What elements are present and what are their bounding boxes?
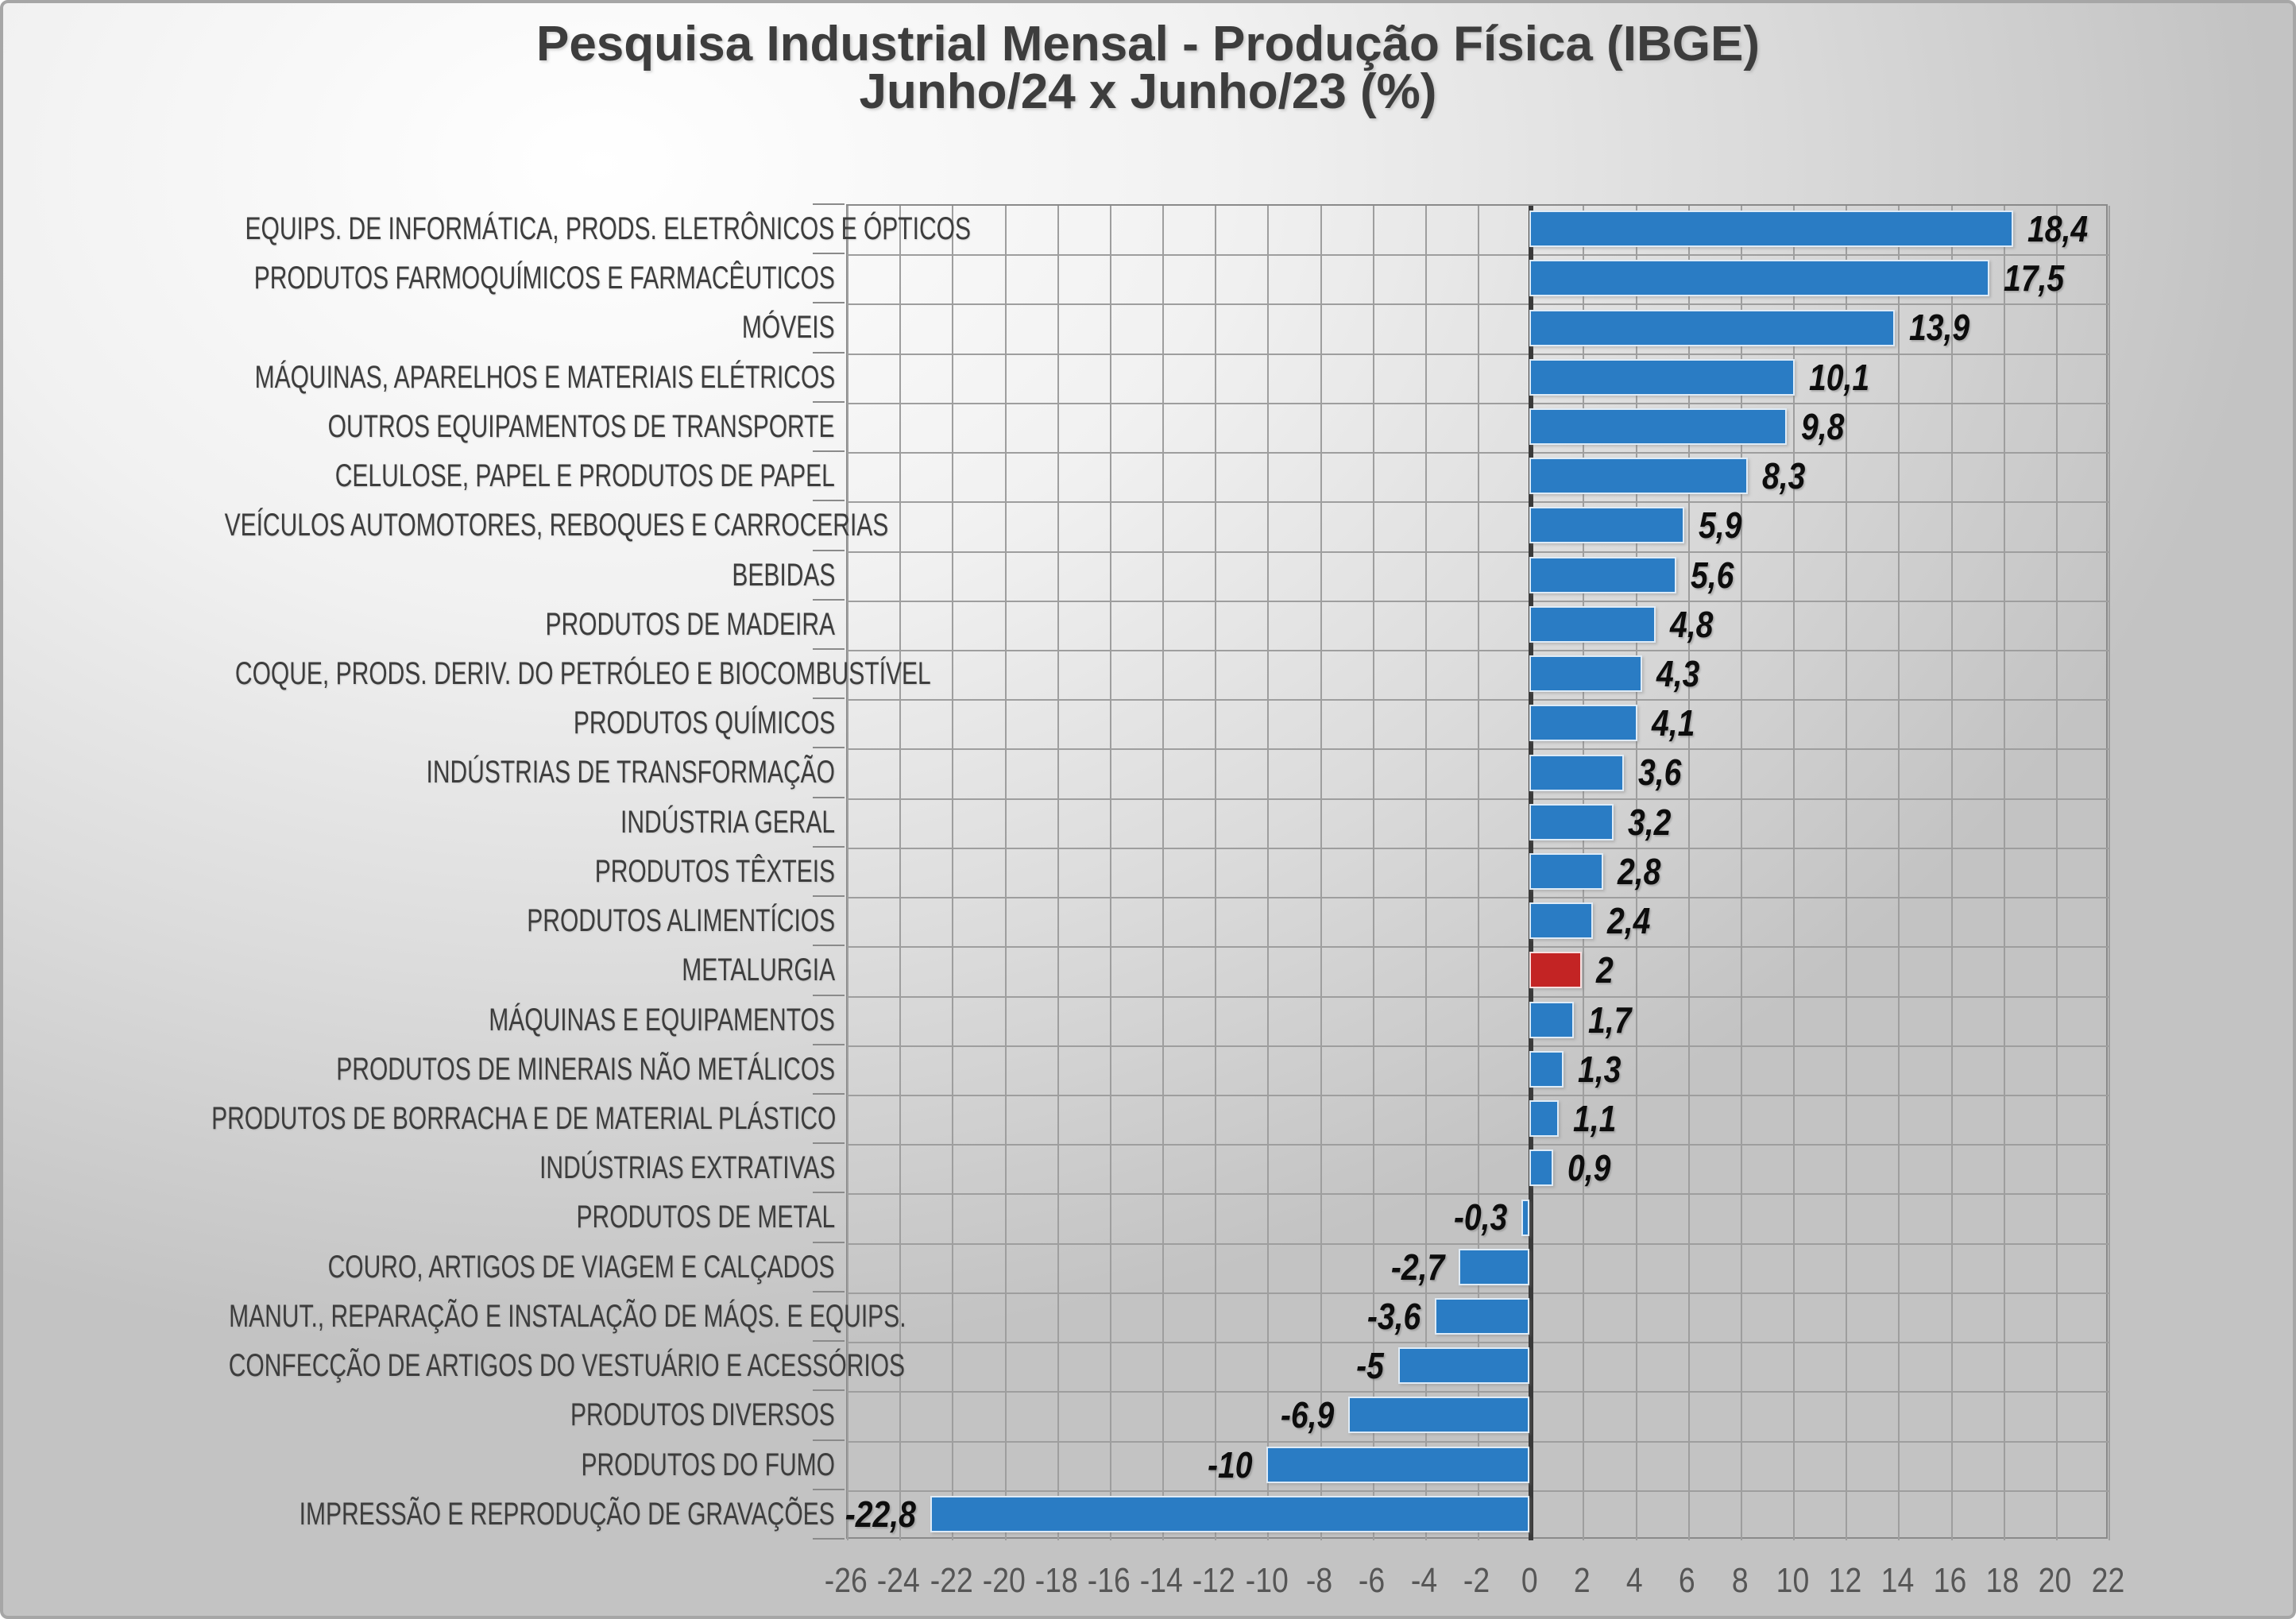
bar-value-text: -6,9 (1280, 1394, 1334, 1436)
bar-negative (1398, 1347, 1529, 1384)
category-label-text: PRODUTOS DE METAL (576, 1200, 835, 1235)
category-label (3, 847, 835, 896)
x-tick-text: -10 (1245, 1561, 1289, 1600)
category-label-text: PRODUTOS QUÍMICOS (573, 705, 835, 741)
x-tick-text: 2 (1573, 1561, 1591, 1600)
bar-positive (1529, 853, 1603, 890)
x-tick-text: 12 (1828, 1561, 1861, 1600)
bar-value-text: -5 (1355, 1345, 1384, 1387)
category-label (3, 204, 971, 253)
chart-title-line2: Junho/24 x Junho/23 (%) (859, 64, 1437, 119)
bar-value-label (1578, 1045, 1832, 1094)
bar-value-label (1607, 896, 1861, 945)
bar-value-text: -3,6 (1366, 1295, 1421, 1337)
x-tick-text: -22 (930, 1561, 973, 1600)
category-label-text: PRODUTOS FARMOQUÍMICOS E FARMACÊUTICOS (253, 261, 835, 296)
chart-title-line1: Pesquisa Industrial Mensal - Produção Física (IBGE) (535, 17, 1761, 71)
category-label (3, 1242, 835, 1292)
x-tick-text: 20 (2039, 1561, 2072, 1600)
bar-positive (1529, 557, 1676, 593)
category-label (3, 551, 835, 600)
bar-value-label (1588, 995, 1842, 1045)
bar-value-label (1652, 698, 1906, 748)
category-label-text: INDÚSTRIAS EXTRATIVAS (539, 1150, 835, 1186)
category-label-text: EQUIPS. DE INFORMÁTICA, PRODS. ELETRÔNICOS E ÓPTICOS (245, 211, 971, 246)
category-label-text: COURO, ARTIGOS DE VIAGEM E CALÇADOS (328, 1249, 835, 1285)
bar-value-text: 18,4 (2027, 208, 2088, 249)
gridline-horizontal (848, 1292, 2109, 1294)
bar-positive (1529, 952, 1582, 988)
bar-positive (1529, 1002, 1574, 1038)
bar-value-label (1656, 649, 1911, 698)
bar-value-text: -10 (1207, 1443, 1253, 1486)
gridline-horizontal (848, 848, 2109, 849)
bar-value-label (1573, 1094, 1827, 1143)
bar-value-label (1809, 353, 2063, 402)
bar-positive (1529, 408, 1787, 445)
bar-value-text: 4,3 (1656, 653, 1700, 694)
category-label-text: PRODUTOS TÊXTEIS (594, 853, 835, 889)
bar-value-label (1699, 500, 1953, 550)
gridline-horizontal (848, 699, 2109, 701)
gridline-vertical (1425, 206, 1427, 1540)
bar-value-text: 9,8 (1801, 405, 1845, 447)
category-label (3, 402, 835, 451)
x-tick-text: 4 (1626, 1561, 1643, 1600)
category-label (3, 600, 835, 649)
category-label-text: COQUE, PRODS. DERIV. DO PETRÓLEO E BIOCOMBUSTÍVEL (234, 656, 931, 691)
gridline-horizontal (848, 1144, 2109, 1146)
bar-value-text: 2,4 (1606, 900, 1650, 942)
gridline-horizontal (848, 996, 2109, 998)
bar-positive (1529, 902, 1592, 939)
gridline-vertical (1005, 206, 1007, 1540)
bar-value-label (1130, 1341, 1384, 1390)
category-label-text: PRODUTOS DIVERSOS (570, 1397, 835, 1433)
bar-value-text: 5,9 (1699, 504, 1742, 547)
bar-positive (1529, 755, 1624, 791)
x-tick-text: -2 (1463, 1561, 1490, 1600)
gridline-horizontal (848, 1342, 2109, 1343)
category-label-text: CELULOSE, PAPEL E PRODUTOS DE PAPEL (334, 458, 835, 494)
category-label-text: MÓVEIS (742, 310, 835, 346)
x-tick-text: 22 (2091, 1561, 2124, 1600)
category-label-text: PRODUTOS ALIMENTÍCIOS (527, 903, 835, 939)
bar-value-label (1166, 1292, 1421, 1341)
bar-value-text: 2,8 (1617, 850, 1661, 892)
bar-value-label (1638, 748, 1892, 797)
chart-title (3, 17, 2293, 119)
bar-value-label (1596, 945, 1850, 995)
gridline-horizontal (848, 254, 2109, 256)
bar-value-text: 3,6 (1638, 752, 1682, 794)
gridline-vertical (952, 206, 953, 1540)
gridline-horizontal (848, 1490, 2109, 1492)
x-tick-text: 0 (1521, 1561, 1538, 1600)
bar-positive (1529, 507, 1684, 543)
bar-negative (1459, 1249, 1529, 1285)
category-label (3, 253, 835, 303)
category-label-text: MÁQUINAS, APARELHOS E MATERIAIS ELÉTRICOS (254, 359, 835, 395)
category-label-text: BEBIDAS (731, 557, 835, 593)
category-label-text: OUTROS EQUIPAMENTOS DE TRANSPORTE (328, 408, 835, 444)
category-label (3, 1045, 835, 1094)
bar-value-text: 1,3 (1578, 1048, 1622, 1090)
bar-value-label (2027, 204, 2282, 253)
x-tick-label (2044, 1561, 2171, 1601)
category-label (3, 649, 931, 698)
x-tick-text: 10 (1776, 1561, 1809, 1600)
bar-positive (1529, 804, 1614, 840)
bar-value-label (1762, 451, 2016, 500)
bar-value-label (2004, 253, 2258, 303)
bar-value-text: 4,1 (1651, 702, 1695, 744)
category-label-text: INDÚSTRIA GERAL (620, 804, 835, 840)
bar-value-text: 5,6 (1691, 554, 1734, 596)
bar-negative (1266, 1447, 1529, 1483)
bar-value-text: 13,9 (1909, 307, 1970, 349)
category-label-text: IMPRESSÃO E REPRODUÇÃO DE GRAVAÇÕES (299, 1496, 835, 1532)
bar-positive (1529, 359, 1795, 396)
bar-value-text: 1,7 (1588, 999, 1632, 1041)
category-label-text: MANUT., REPARAÇÃO E INSTALAÇÃO DE MÁQS. E EQUIPS. (229, 1298, 906, 1334)
bar-value-label (1190, 1242, 1444, 1292)
bar-negative (1348, 1397, 1529, 1433)
category-label-text: PRODUTOS DE MADEIRA (545, 606, 835, 642)
gridline-horizontal (848, 897, 2109, 898)
gridline-vertical (1478, 206, 1479, 1540)
bar-value-label (1567, 1143, 1822, 1192)
gridline-horizontal (848, 1243, 2109, 1245)
x-tick-text: -24 (877, 1561, 921, 1600)
gridline-horizontal (848, 946, 2109, 948)
bar-positive (1529, 1051, 1564, 1088)
category-label-text: PRODUTOS DO FUMO (581, 1447, 835, 1482)
bar-positive (1529, 1150, 1553, 1186)
category-label (3, 1292, 906, 1341)
category-label (3, 748, 835, 797)
x-tick-text: -26 (824, 1561, 868, 1600)
category-label (3, 500, 889, 550)
gridline-horizontal (848, 1045, 2109, 1047)
category-label (3, 798, 835, 847)
category-label (3, 698, 835, 748)
gridline-horizontal (848, 748, 2109, 750)
x-tick-text: -16 (1087, 1561, 1131, 1600)
category-label-text: CONFECÇÃO DE ARTIGOS DO VESTUÁRIO E ACESSÓRIOS (228, 1348, 906, 1384)
category-label (3, 1094, 835, 1143)
gridline-vertical (1162, 206, 1164, 1540)
bar-positive (1529, 310, 1895, 346)
bar-value-text: -22,8 (845, 1493, 916, 1535)
bar-value-text: -2,7 (1390, 1246, 1444, 1288)
x-tick-text: -8 (1305, 1561, 1333, 1600)
category-label (3, 995, 835, 1045)
bar-value-label (1670, 600, 1924, 649)
bar-positive (1529, 705, 1637, 741)
category-label (3, 451, 835, 500)
category-label (3, 303, 835, 352)
category-label (3, 1192, 835, 1242)
gridline-vertical (1110, 206, 1111, 1540)
bar-value-text: 8,3 (1761, 455, 1806, 497)
bar-negative (930, 1496, 1529, 1532)
bar-negative (1521, 1200, 1529, 1236)
bar-value-label (1080, 1390, 1334, 1439)
bar-value-text: 3,2 (1628, 801, 1672, 843)
gridline-horizontal (848, 1391, 2109, 1393)
x-tick-text: -6 (1359, 1561, 1386, 1600)
x-tick-text: 16 (1933, 1561, 1967, 1600)
bar-positive (1529, 1100, 1558, 1137)
category-label-text: METALURGIA (682, 952, 835, 988)
bar-value-label (1618, 847, 1872, 896)
x-tick-text: 18 (1985, 1561, 2020, 1600)
category-label (3, 945, 835, 995)
x-tick-text: -12 (1192, 1561, 1236, 1600)
bar-value-label (998, 1440, 1252, 1490)
bar-value-text: 17,5 (2004, 257, 2065, 299)
x-tick-text: 14 (1880, 1561, 1915, 1600)
bar-value-label (1691, 551, 1945, 600)
x-tick-text: 6 (1679, 1561, 1696, 1600)
bar-positive (1529, 458, 1748, 494)
x-tick-text: -14 (1139, 1561, 1184, 1600)
bar-positive (1529, 211, 2013, 247)
bar-value-text: 2 (1596, 949, 1614, 991)
bar-negative (1435, 1298, 1529, 1335)
bar-positive (1529, 260, 1989, 296)
category-label (3, 1341, 906, 1390)
gridline-vertical (2056, 206, 2058, 1540)
bar-value-label (1909, 303, 2163, 352)
gridline-vertical (2109, 206, 2110, 1540)
bar-value-label (1801, 402, 2055, 451)
category-label-text: VEÍCULOS AUTOMOTORES, REBOQUES E CARROCERIAS (224, 508, 889, 543)
bar-value-label (662, 1490, 916, 1539)
gridline-vertical (1057, 206, 1059, 1540)
bar-positive (1529, 606, 1656, 643)
gridline-horizontal (848, 1095, 2109, 1096)
bar-value-text: 10,1 (1809, 356, 1870, 398)
bar-value-text: 1,1 (1572, 1098, 1616, 1139)
category-label (3, 1440, 835, 1490)
bar-value-text: 4,8 (1669, 603, 1714, 645)
category-label-text: PRODUTOS DE BORRACHA E DE MATERIAL PLÁSTICO (211, 1101, 837, 1136)
category-label (3, 1390, 835, 1439)
category-label-text: PRODUTOS DE MINERAIS NÃO METÁLICOS (336, 1051, 835, 1087)
category-label (3, 353, 835, 402)
bar-positive (1529, 655, 1642, 692)
bar-value-text: -0,3 (1453, 1196, 1508, 1238)
x-tick-text: -4 (1411, 1561, 1438, 1600)
x-tick-text: 8 (1731, 1561, 1749, 1600)
category-label (3, 1143, 835, 1192)
bar-value-text: 0,9 (1567, 1147, 1611, 1189)
x-tick-text: -20 (982, 1561, 1026, 1600)
bar-value-label (1628, 798, 1882, 847)
x-tick-text: -18 (1034, 1561, 1078, 1600)
category-label (3, 896, 835, 945)
gridline-horizontal (848, 798, 2109, 800)
category-label-text: MÁQUINAS E EQUIPAMENTOS (489, 1002, 835, 1037)
gridline-horizontal (848, 650, 2109, 651)
bar-value-label (1253, 1192, 1507, 1242)
category-label-text: INDÚSTRIAS DE TRANSFORMAÇÃO (426, 755, 835, 790)
